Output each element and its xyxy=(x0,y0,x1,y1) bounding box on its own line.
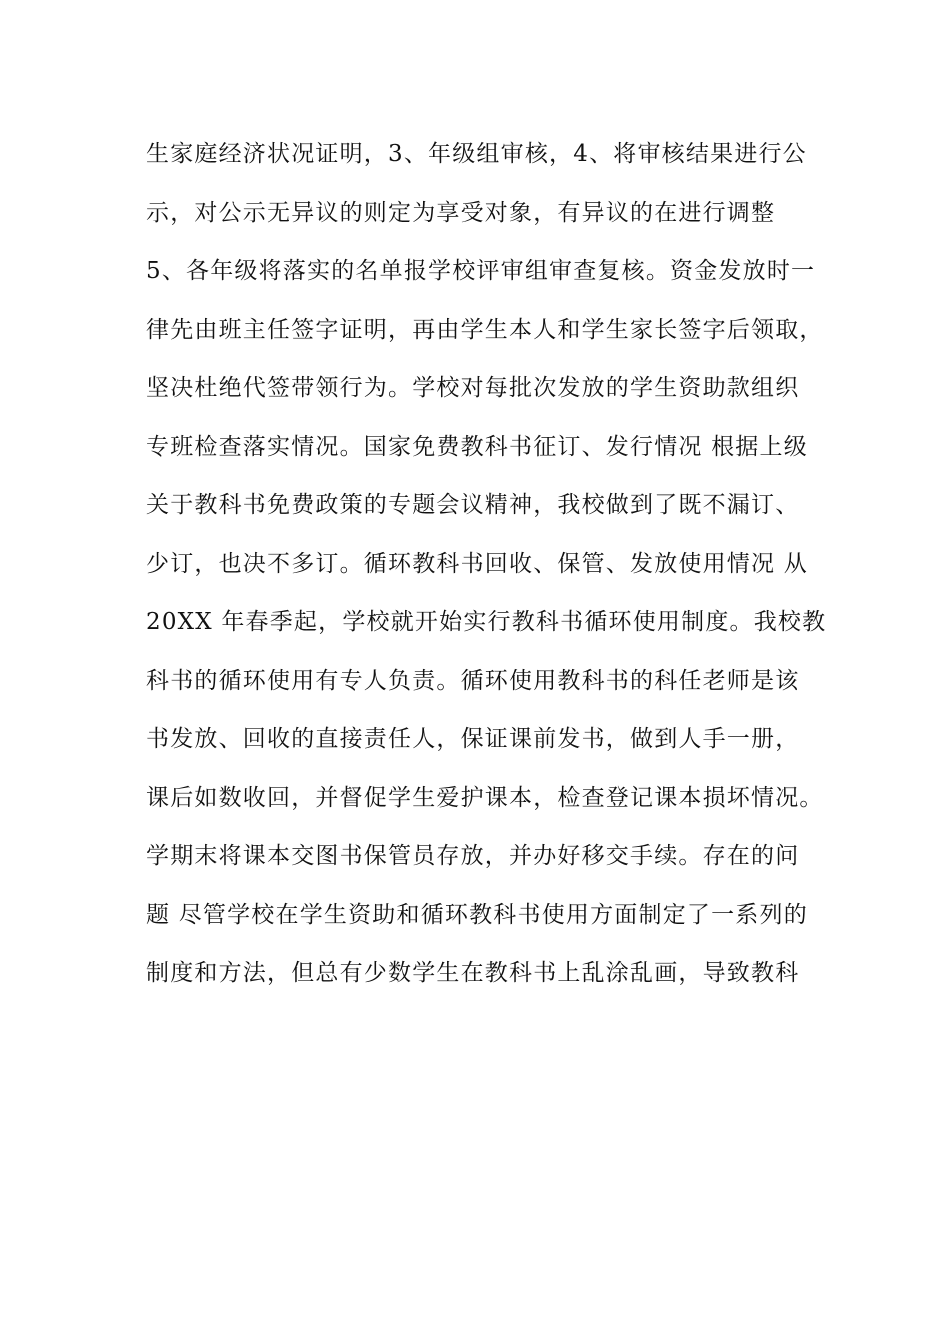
text-line-14: 题 尽管学校在学生资助和循环教科书使用方面制定了一系列的 xyxy=(146,901,808,928)
text-line-6: 专班检查落实情况。国家免费教科书征订、发行情况 根据上级 xyxy=(146,433,808,460)
text-line-12: 课后如数收回，并督促学生爱护课本，检查登记课本损坏情况。 xyxy=(146,784,824,811)
text-line-8: 少订，也决不多订。循环教科书回收、保管、发放使用情况 从 xyxy=(146,550,808,577)
text-line-3: 5、各年级将落实的名单报学校评审组审查复核。资金发放时一 xyxy=(146,258,816,284)
text-line-9: 20XX 年春季起，学校就开始实行教科书循环使用制度。我校教 xyxy=(146,609,827,635)
text-line-2: 示，对公示无异议的则定为享受对象，有异议的在进行调整 xyxy=(146,199,776,226)
text-line-11: 书发放、回收的直接责任人，保证课前发书，做到人手一册， xyxy=(146,726,800,752)
text-line-5: 坚决杜绝代签带领行为。学校对每批次发放的学生资助款组织 xyxy=(146,375,800,401)
text-line-13: 学期末将课本交图书保管员存放，并办好移交手续。存在的问 xyxy=(146,843,800,869)
text-line-7: 关于教科书免费政策的专题会议精神，我校做到了既不漏订、 xyxy=(146,492,800,518)
text-line-4: 律先由班主任签字证明，再由学生本人和学生家长签字后领取， xyxy=(146,316,824,343)
text-line-1: 生家庭经济状况证明，3、年级组审核，4、将审核结果进行公 xyxy=(146,141,807,167)
text-line-15: 制度和方法，但总有少数学生在教科书上乱涂乱画，导致教科 xyxy=(146,960,800,986)
body-text xyxy=(146,132,826,1010)
text-line-10: 科书的循环使用有专人负责。循环使用教科书的科任老师是该 xyxy=(146,667,800,694)
